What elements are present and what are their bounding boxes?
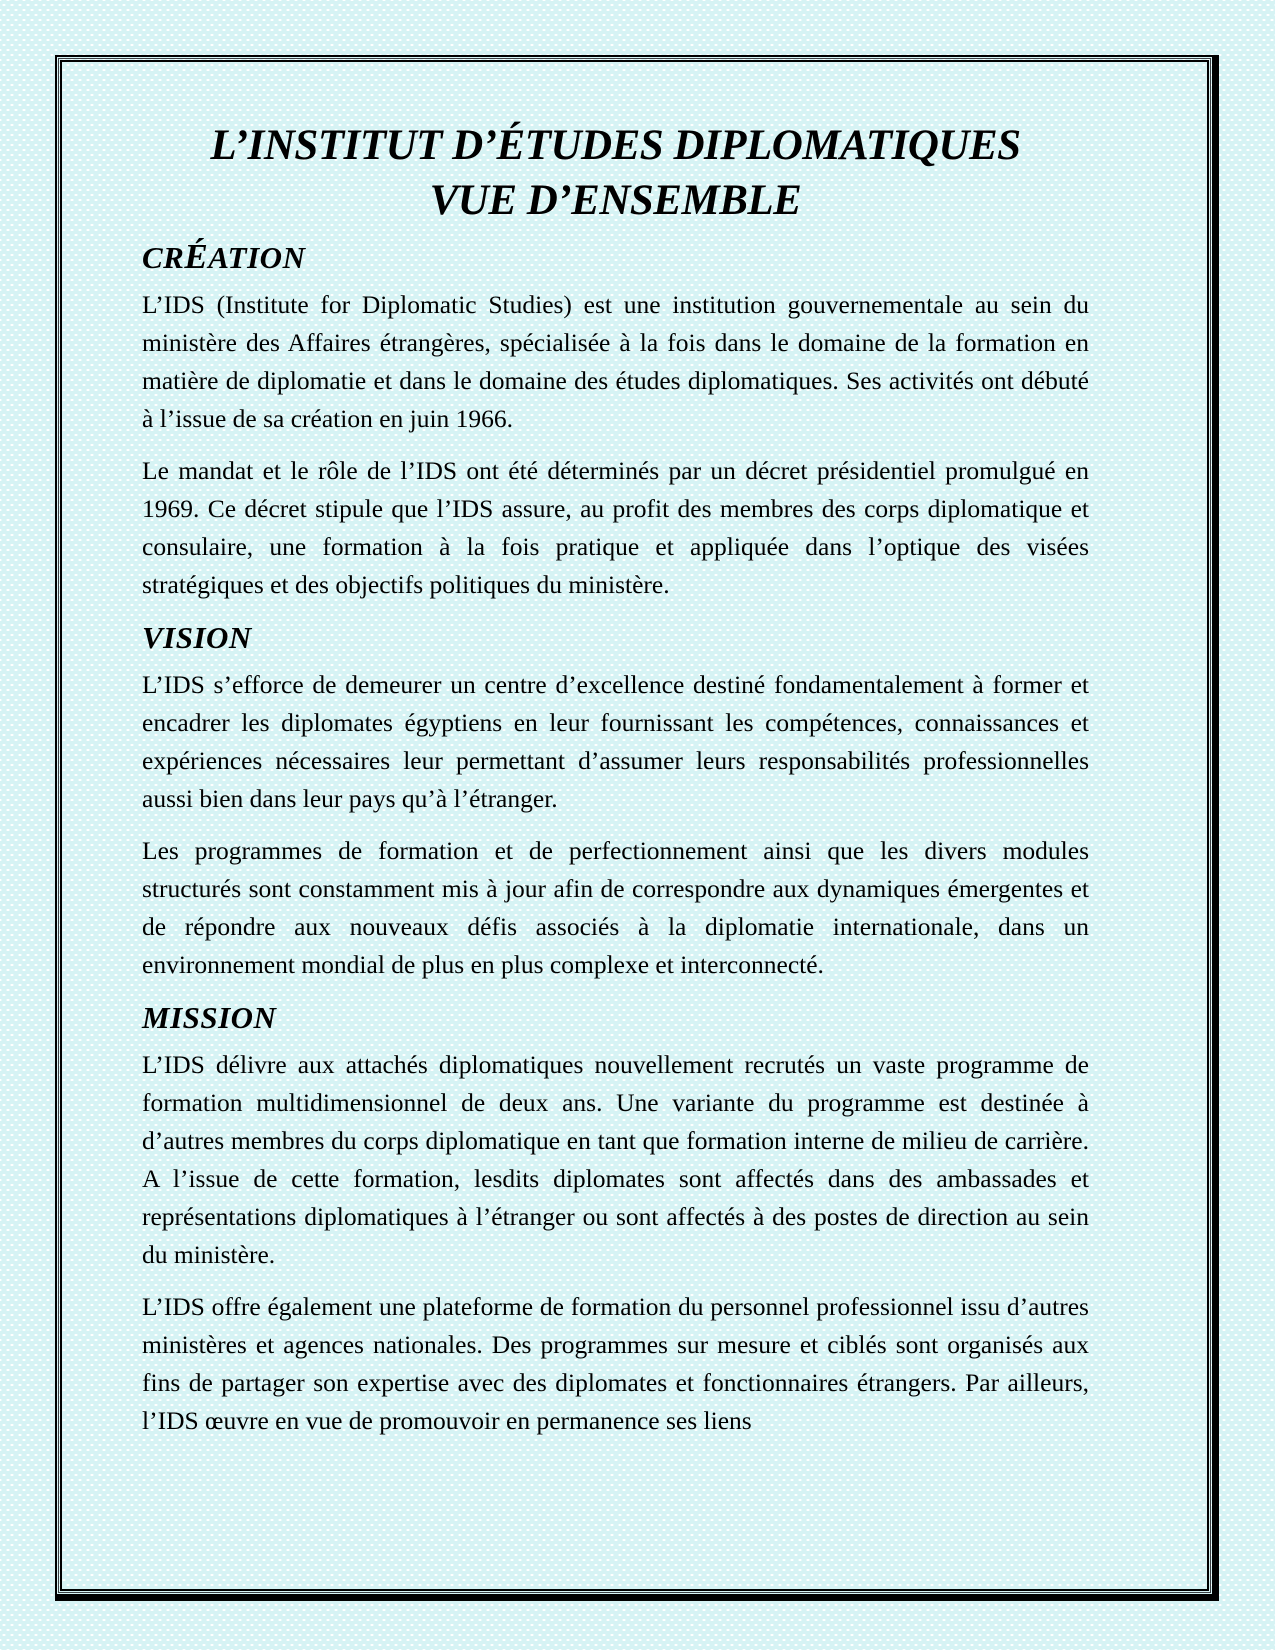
- paragraph-creation-1: L’IDS (Institute for Diplomatic Studies) est une institution gouvernementale au sein du ministère des Affaires étrangères, spécialisée à la fois dans le domaine de la formation en matière de diplomatie et dans le domaine des études diplomatiques. Ses activités ont débuté à l’issue de sa création en juin 1966.: [142, 290, 1089, 433]
- section-vision-heading: VISION: [142, 620, 252, 655]
- heading-text-post: ATION: [208, 240, 306, 275]
- section-creation-heading: [142, 238, 1089, 278]
- heading-accent-letter: É: [184, 237, 209, 276]
- document-content: [62, 62, 1207, 1589]
- title-line-1: L’INSTITUT D’ÉTUDES DIPLOMATIQUES: [210, 122, 1021, 169]
- paragraph-mission-2: L’IDS offre également une plateforme de formation du personnel professionnel issu d’autres ministères et agences nationales. Des programmes sur mesure et ciblés sont organisés aux fins de partager son expertise avec des diplomates et fonctionnaires étrangers. Par ailleurs, l’IDS œuvre en vue de promouvoir en permanence ses liens: [142, 1292, 1089, 1435]
- page-border-middle-line: [58, 58, 1211, 1593]
- section-mission-heading: MISSION: [142, 1000, 277, 1035]
- section-creation: [142, 238, 1089, 604]
- section-mission: [142, 998, 1089, 1440]
- heading-text-pre: CR: [142, 240, 185, 275]
- paragraph-vision-2: Les programmes de formation et de perfectionnement ainsi que les divers modules structurés sont constamment mis à jour afin de correspondre aux dynamiques émergentes et de répondre aux nouveaux défis associés à la diplomatie internationale, dans un environnement mondial de plus en plus complexe et interconnecté.: [142, 836, 1089, 979]
- page-border-frame: [55, 55, 1219, 1601]
- page-border-inner-line: [60, 60, 1209, 1591]
- paragraph-creation-2: Le mandat et le rôle de l’IDS ont été déterminés par un décret présidentiel promulgué en 1969. Ce décret stipule que l’IDS assure, au profit des membres des corps diplomatique et consulaire, une formation à la fois pratique et appliquée dans l’optique des visées stratégiques et des objectifs politiques du ministère.: [142, 456, 1089, 599]
- document-title: [142, 118, 1089, 228]
- title-line-2: VUE D’ENSEMBLE: [429, 177, 802, 224]
- paragraph-mission-1: L’IDS délivre aux attachés diplomatiques nouvellement recrutés un vaste programme de formation multidimensionnel de deux ans. Une variante du programme est destinée à d’autres membres du corps diplomatique en tant que formation interne de milieu de carrière. A l’issue de cette formation, lesdits diplomates sont affectés dans des ambassades et représentations diplomatiques à l’étranger ou sont affectés à des postes de direction au sein du ministère.: [142, 1050, 1089, 1269]
- section-vision: [142, 618, 1089, 984]
- paragraph-vision-1: L’IDS s’efforce de demeurer un centre d’excellence destiné fondamentalement à former et encadrer les diplomates égyptiens en leur fournissant les compétences, connaissances et expériences nécessaires leur permettant d’assumer leurs responsabilités professionnelles aussi bien dans leur pays qu’à l’étranger.: [142, 670, 1089, 813]
